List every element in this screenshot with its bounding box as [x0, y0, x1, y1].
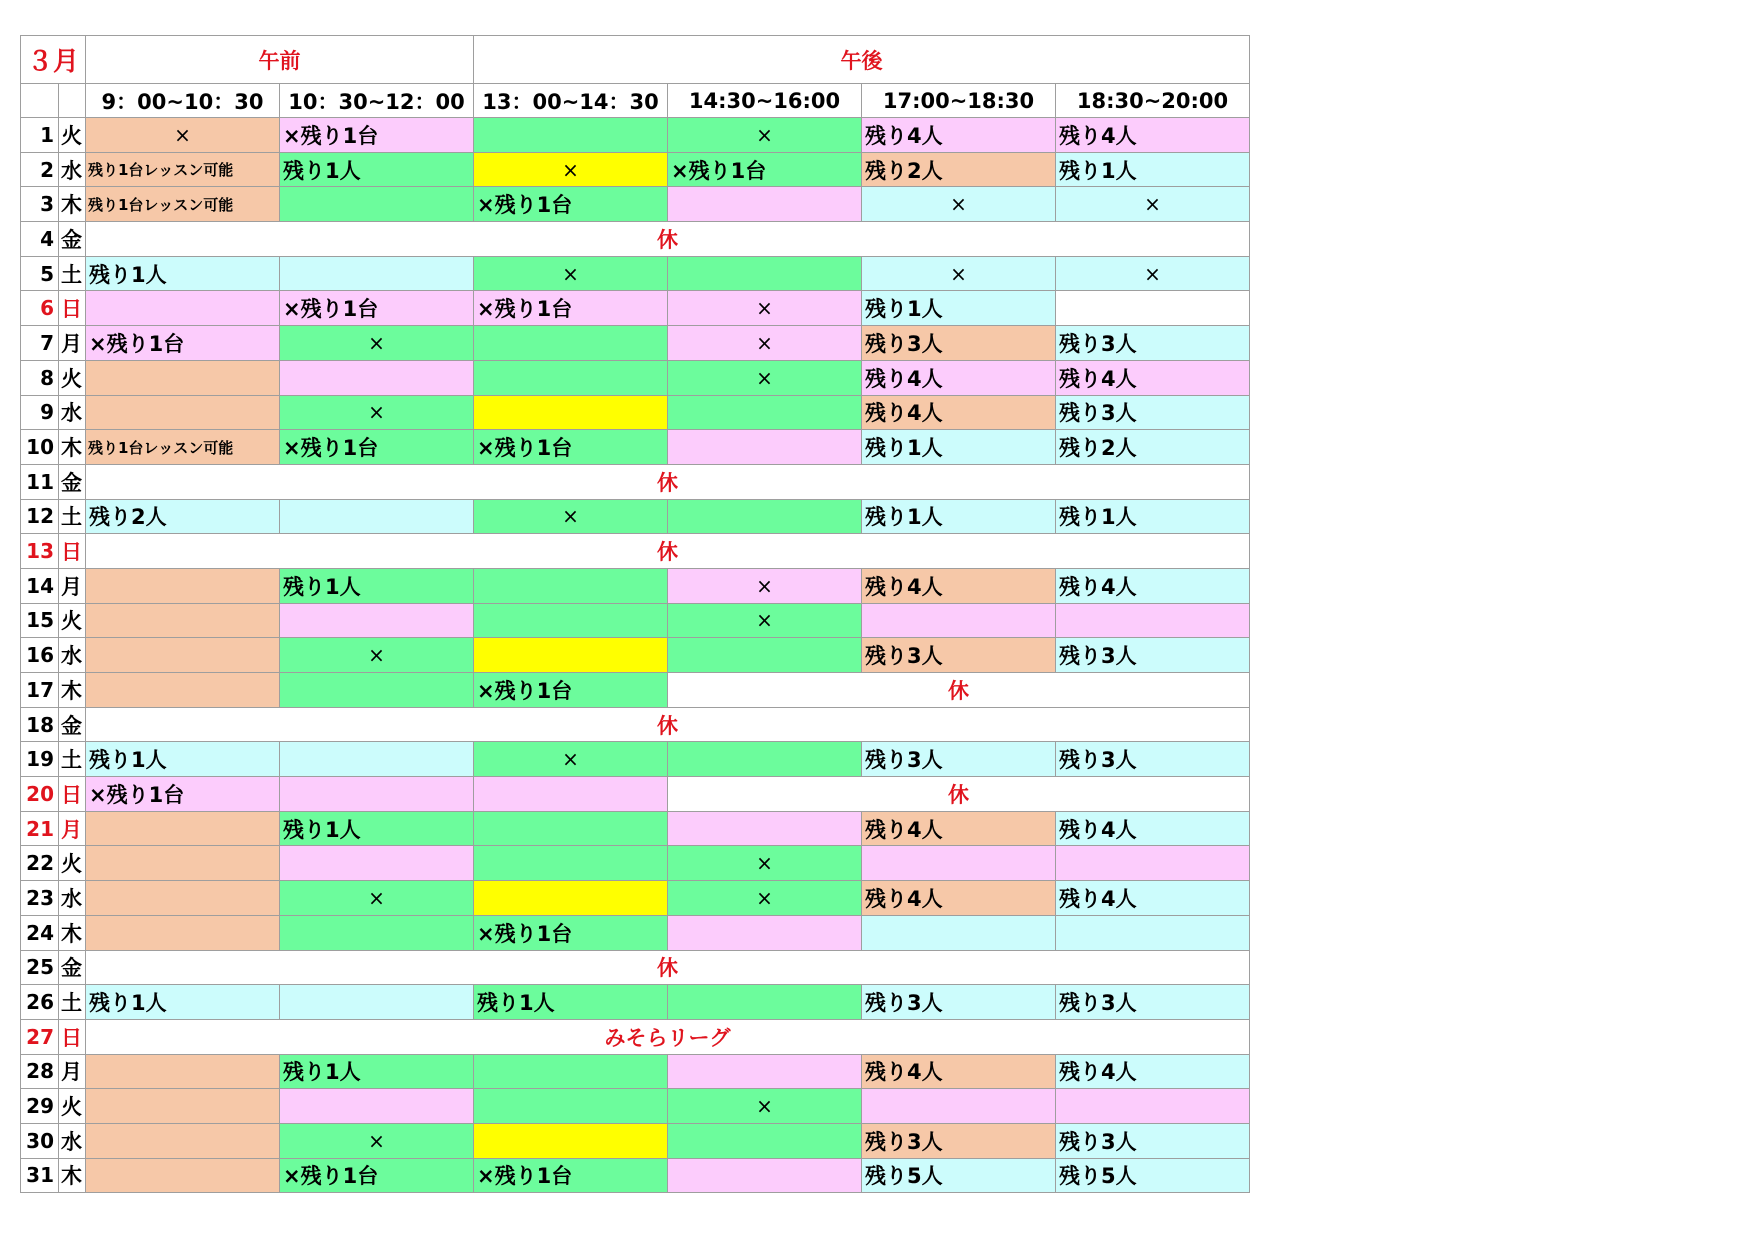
weekday-cell: 木	[59, 430, 86, 465]
slot-cell: 残り4人	[862, 1054, 1056, 1089]
slot-cell	[474, 846, 668, 881]
slot-cell	[668, 1158, 862, 1193]
slot-cell: ×	[280, 881, 474, 916]
slot-cell: 残り5人	[1056, 1158, 1250, 1193]
slot-cell	[280, 187, 474, 222]
slot-cell: ×	[474, 256, 668, 291]
date-cell: 14	[21, 568, 59, 603]
slot-cell	[86, 395, 280, 430]
weekday-cell: 水	[59, 152, 86, 187]
day-row	[21, 638, 1250, 673]
day-row	[21, 152, 1250, 187]
slot-cell	[280, 1089, 474, 1124]
date-cell: 5	[21, 256, 59, 291]
slot-cell: 残り4人	[862, 395, 1056, 430]
slot-cell: 残り5人	[862, 1158, 1056, 1193]
slot-cell	[86, 673, 280, 708]
date-cell: 10	[21, 430, 59, 465]
weekday-cell: 金	[59, 707, 86, 742]
slot-cell: 残り4人	[862, 881, 1056, 916]
slot-cell	[86, 881, 280, 916]
slot-cell: 残り1人	[474, 985, 668, 1020]
day-row	[21, 742, 1250, 777]
closed-cell: 休	[86, 534, 1250, 569]
day-row	[21, 915, 1250, 950]
day-row	[21, 1019, 1250, 1054]
slot-cell	[280, 985, 474, 1020]
slot-cell	[1056, 915, 1250, 950]
afternoon-header: 午後	[474, 36, 1250, 84]
date-cell: 21	[21, 811, 59, 846]
weekday-cell: 金	[59, 950, 86, 985]
date-cell: 26	[21, 985, 59, 1020]
weekday-cell: 月	[59, 326, 86, 361]
day-row	[21, 1089, 1250, 1124]
slot-cell: ×	[86, 118, 280, 153]
weekday-cell: 水	[59, 638, 86, 673]
slot-cell: 残り1人	[280, 1054, 474, 1089]
slot-cell: ×	[668, 291, 862, 326]
slot-cell: 残り2人	[862, 152, 1056, 187]
slot-cell: ×残り1台	[280, 1158, 474, 1193]
day-row	[21, 464, 1250, 499]
slot-cell: 残り1人	[86, 742, 280, 777]
slot-cell: ×残り1台	[280, 430, 474, 465]
slot-cell: 残り3人	[862, 638, 1056, 673]
slot-cell: ×残り1台	[668, 152, 862, 187]
slot-cell	[668, 395, 862, 430]
weekday-cell: 土	[59, 499, 86, 534]
date-cell: 9	[21, 395, 59, 430]
date-cell: 18	[21, 707, 59, 742]
slot-cell: ×残り1台	[474, 1158, 668, 1193]
slot-cell: ×残り1台	[86, 777, 280, 812]
slot-cell: 残り4人	[862, 118, 1056, 153]
day-row	[21, 673, 1250, 708]
slot-cell	[280, 603, 474, 638]
date-cell: 6	[21, 291, 59, 326]
date-cell: 30	[21, 1123, 59, 1158]
day-row	[21, 118, 1250, 153]
date-cell: 16	[21, 638, 59, 673]
header-row-slots	[21, 84, 1250, 118]
slot-cell	[474, 638, 668, 673]
slot-cell	[862, 603, 1056, 638]
slot-cell	[668, 638, 862, 673]
slot-cell: ×残り1台	[280, 118, 474, 153]
slot-cell	[86, 360, 280, 395]
weekday-cell: 水	[59, 881, 86, 916]
day-row	[21, 499, 1250, 534]
slot-cell: 残り1人	[86, 985, 280, 1020]
day-row	[21, 360, 1250, 395]
weekday-cell: 金	[59, 222, 86, 257]
slot-cell	[280, 846, 474, 881]
slot-cell: ×	[280, 326, 474, 361]
slot-cell	[474, 326, 668, 361]
slot-cell	[474, 777, 668, 812]
slot-cell: ×残り1台	[474, 673, 668, 708]
slot-cell	[280, 499, 474, 534]
slot-cell	[474, 1089, 668, 1124]
day-row	[21, 846, 1250, 881]
weekday-cell: 日	[59, 534, 86, 569]
day-row	[21, 950, 1250, 985]
schedule-table	[20, 35, 1250, 1193]
slot-cell	[668, 430, 862, 465]
slot-cell: 残り4人	[1056, 568, 1250, 603]
date-cell: 2	[21, 152, 59, 187]
slot-cell	[1056, 291, 1250, 326]
weekday-cell: 土	[59, 742, 86, 777]
slot-cell: 残り1人	[86, 256, 280, 291]
schedule-body	[21, 36, 1250, 1193]
closed-cell: 休	[86, 222, 1250, 257]
day-row	[21, 603, 1250, 638]
date-cell: 28	[21, 1054, 59, 1089]
slot-cell: 残り4人	[862, 360, 1056, 395]
slot-cell: ×	[474, 742, 668, 777]
day-row	[21, 985, 1250, 1020]
slot-cell	[474, 603, 668, 638]
slot-cell	[86, 1158, 280, 1193]
slot-cell: 残り3人	[862, 326, 1056, 361]
slot-cell	[280, 915, 474, 950]
slot-cell	[86, 1123, 280, 1158]
day-row	[21, 187, 1250, 222]
weekday-cell: 火	[59, 118, 86, 153]
slot-cell: 残り1台レッスン可能	[86, 187, 280, 222]
closed-cell: 休	[86, 464, 1250, 499]
weekday-cell: 木	[59, 1158, 86, 1193]
slot-cell	[474, 118, 668, 153]
weekday-cell: 月	[59, 1054, 86, 1089]
slot-cell: ×	[474, 152, 668, 187]
day-row	[21, 1158, 1250, 1193]
slot-cell: 残り2人	[1056, 430, 1250, 465]
slot-cell	[474, 395, 668, 430]
date-cell: 25	[21, 950, 59, 985]
slot-cell: 残り4人	[1056, 811, 1250, 846]
day-row	[21, 777, 1250, 812]
date-cell: 17	[21, 673, 59, 708]
slot-cell	[86, 811, 280, 846]
slot-cell	[668, 1054, 862, 1089]
slot-cell	[862, 1089, 1056, 1124]
slot-cell	[86, 638, 280, 673]
slot-cell	[280, 673, 474, 708]
slot-cell	[86, 1054, 280, 1089]
date-cell: 24	[21, 915, 59, 950]
slot-cell: 残り3人	[1056, 1123, 1250, 1158]
slot-cell: ×	[280, 1123, 474, 1158]
slot-cell	[86, 1089, 280, 1124]
weekday-cell: 金	[59, 464, 86, 499]
weekday-cell: 火	[59, 1089, 86, 1124]
day-row	[21, 811, 1250, 846]
weekday-cell: 木	[59, 673, 86, 708]
slot-cell: 残り3人	[1056, 742, 1250, 777]
slot-cell: 残り1人	[862, 291, 1056, 326]
slot-cell: ×	[280, 395, 474, 430]
slot-cell: 残り1人	[862, 430, 1056, 465]
slot-cell	[474, 568, 668, 603]
date-cell: 7	[21, 326, 59, 361]
closed-cell: 休	[86, 950, 1250, 985]
date-cell: 22	[21, 846, 59, 881]
slot-cell: 残り1人	[280, 152, 474, 187]
slot-header-6: 18:30~20:00	[1056, 84, 1250, 118]
slot-cell	[86, 603, 280, 638]
slot-cell: ×残り1台	[474, 430, 668, 465]
slot-cell	[474, 360, 668, 395]
slot-header-5: 17:00~18:30	[862, 84, 1056, 118]
date-cell: 27	[21, 1019, 59, 1054]
slot-cell	[1056, 846, 1250, 881]
slot-cell: ×残り1台	[474, 291, 668, 326]
day-row	[21, 881, 1250, 916]
slot-cell: ×残り1台	[474, 187, 668, 222]
slot-cell: 残り2人	[86, 499, 280, 534]
weekday-cell: 木	[59, 187, 86, 222]
slot-cell: 残り4人	[1056, 1054, 1250, 1089]
slot-cell	[668, 742, 862, 777]
slot-cell	[86, 846, 280, 881]
slot-header-2: 10：30~12：00	[280, 84, 474, 118]
slot-cell: 残り4人	[1056, 881, 1250, 916]
date-cell: 3	[21, 187, 59, 222]
slot-cell: 残り1人	[862, 499, 1056, 534]
day-row	[21, 707, 1250, 742]
slot-cell: ×	[668, 881, 862, 916]
weekday-cell: 水	[59, 395, 86, 430]
weekday-cell: 日	[59, 777, 86, 812]
slot-cell: ×残り1台	[280, 291, 474, 326]
slot-cell: 残り1人	[1056, 152, 1250, 187]
header-row-period	[21, 36, 1250, 84]
slot-cell	[474, 811, 668, 846]
slot-cell: ×	[862, 256, 1056, 291]
day-row	[21, 1054, 1250, 1089]
day-row	[21, 395, 1250, 430]
slot-cell	[280, 256, 474, 291]
weekday-cell: 月	[59, 811, 86, 846]
day-row	[21, 256, 1250, 291]
day-row	[21, 568, 1250, 603]
slot-cell: ×	[668, 568, 862, 603]
slot-cell: ×	[668, 1089, 862, 1124]
slot-cell: ×	[668, 326, 862, 361]
slot-cell	[86, 568, 280, 603]
month-label: ３月	[21, 36, 86, 84]
day-row	[21, 430, 1250, 465]
slot-cell: 残り3人	[1056, 638, 1250, 673]
slot-cell: 残り3人	[862, 742, 1056, 777]
slot-cell	[280, 360, 474, 395]
closed-cell: 休	[86, 707, 1250, 742]
date-cell: 31	[21, 1158, 59, 1193]
slot-cell: ×	[474, 499, 668, 534]
weekday-cell: 火	[59, 603, 86, 638]
slot-cell: 残り1人	[1056, 499, 1250, 534]
weekday-cell: 土	[59, 256, 86, 291]
slot-cell	[668, 985, 862, 1020]
slot-cell: 残り4人	[1056, 360, 1250, 395]
slot-cell: ×残り1台	[86, 326, 280, 361]
slot-cell: ×	[862, 187, 1056, 222]
slot-header-3: 13：00~14：30	[474, 84, 668, 118]
slot-cell	[668, 1123, 862, 1158]
date-cell: 15	[21, 603, 59, 638]
slot-cell	[86, 915, 280, 950]
slot-cell	[280, 742, 474, 777]
date-cell: 13	[21, 534, 59, 569]
day-row	[21, 1123, 1250, 1158]
weekday-cell: 火	[59, 360, 86, 395]
slot-cell: 残り3人	[862, 1123, 1056, 1158]
weekday-cell: 木	[59, 915, 86, 950]
slot-cell	[1056, 1089, 1250, 1124]
date-cell: 20	[21, 777, 59, 812]
date-cell: 23	[21, 881, 59, 916]
day-row	[21, 534, 1250, 569]
slot-cell: 残り3人	[1056, 326, 1250, 361]
weekday-cell: 水	[59, 1123, 86, 1158]
slot-cell: 残り1台レッスン可能	[86, 152, 280, 187]
slot-cell: ×	[668, 118, 862, 153]
date-cell: 19	[21, 742, 59, 777]
event-cell: みそらリーグ	[86, 1019, 1250, 1054]
date-cell: 1	[21, 118, 59, 153]
date-cell: 12	[21, 499, 59, 534]
weekday-cell: 日	[59, 1019, 86, 1054]
date-column-header	[21, 84, 59, 118]
slot-cell	[86, 291, 280, 326]
slot-cell	[474, 1054, 668, 1089]
slot-cell	[668, 811, 862, 846]
slot-cell	[1056, 603, 1250, 638]
slot-cell: 残り4人	[1056, 118, 1250, 153]
slot-cell: 残り4人	[862, 811, 1056, 846]
day-row	[21, 326, 1250, 361]
slot-cell	[862, 846, 1056, 881]
slot-cell: 残り3人	[1056, 395, 1250, 430]
weekday-cell: 月	[59, 568, 86, 603]
slot-cell	[668, 915, 862, 950]
date-cell: 8	[21, 360, 59, 395]
slot-cell: 残り1人	[280, 568, 474, 603]
weekday-column-header	[59, 84, 86, 118]
slot-cell	[862, 915, 1056, 950]
slot-cell: ×	[668, 846, 862, 881]
day-row	[21, 222, 1250, 257]
slot-cell: 残り1人	[280, 811, 474, 846]
slot-cell: 残り3人	[862, 985, 1056, 1020]
slot-cell: 残り1台レッスン可能	[86, 430, 280, 465]
slot-cell: 残り4人	[862, 568, 1056, 603]
slot-cell	[280, 777, 474, 812]
slot-cell: ×	[280, 638, 474, 673]
weekday-cell: 火	[59, 846, 86, 881]
closed-cell: 休	[668, 777, 1250, 812]
slot-cell	[668, 256, 862, 291]
slot-header-1: 9：00~10：30	[86, 84, 280, 118]
slot-header-4: 14:30~16:00	[668, 84, 862, 118]
slot-cell: ×	[1056, 256, 1250, 291]
closed-cell: 休	[668, 673, 1250, 708]
slot-cell	[668, 499, 862, 534]
slot-cell	[474, 881, 668, 916]
slot-cell: ×	[1056, 187, 1250, 222]
day-row	[21, 291, 1250, 326]
slot-cell	[668, 187, 862, 222]
weekday-cell: 土	[59, 985, 86, 1020]
morning-header: 午前	[86, 36, 474, 84]
weekday-cell: 日	[59, 291, 86, 326]
slot-cell	[474, 1123, 668, 1158]
slot-cell: 残り3人	[1056, 985, 1250, 1020]
date-cell: 29	[21, 1089, 59, 1124]
slot-cell: ×	[668, 360, 862, 395]
date-cell: 4	[21, 222, 59, 257]
slot-cell: ×残り1台	[474, 915, 668, 950]
date-cell: 11	[21, 464, 59, 499]
slot-cell: ×	[668, 603, 862, 638]
